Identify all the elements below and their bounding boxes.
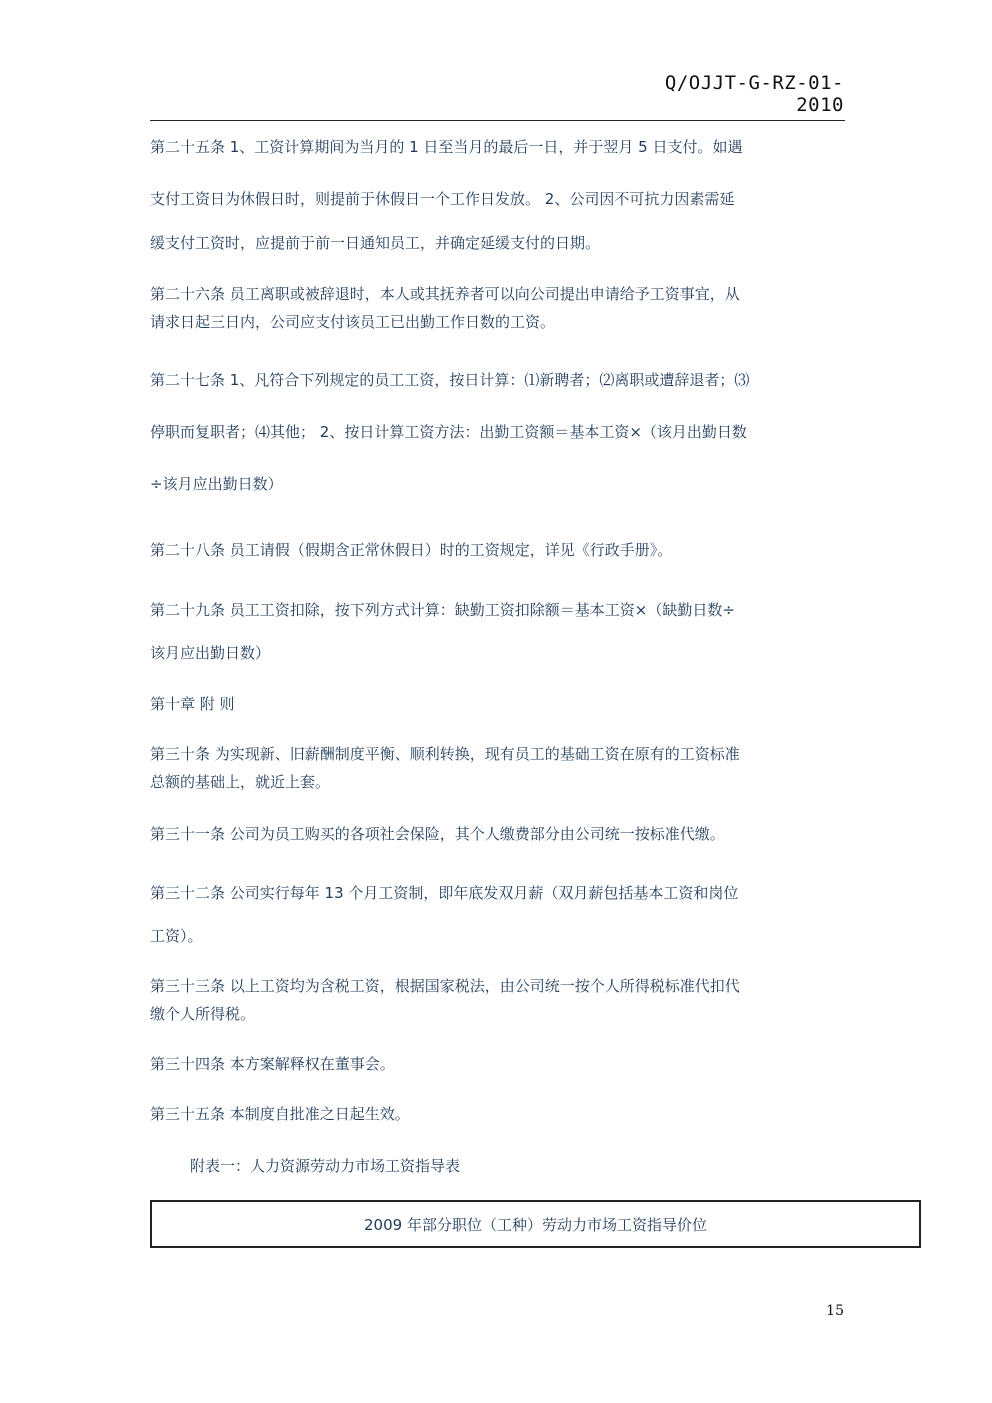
article-30-line-1: 第三十条 为实现新、旧薪酬制度平衡、顺利转换，现有员工的基础工资在原有的工资标准 (150, 745, 740, 763)
article-30-line-2: 总额的基础上，就近上套。 (150, 773, 331, 791)
article-29-line-2: 该月应出勤日数） (150, 644, 271, 662)
article-25-line-3: 缓支付工资时，应提前于前一日通知员工，并确定延缓支付的日期。 (150, 234, 601, 252)
article-33-line-2: 缴个人所得税。 (150, 1005, 256, 1023)
wage-guide-table-title: 2009 年部分职位（工种）劳动力市场工资指导价位 (364, 1215, 707, 1234)
appendix-caption: 附表一：人力资源劳动力市场工资指导表 (190, 1157, 461, 1175)
article-27-line-3: ÷该月应出勤日数） (150, 475, 283, 493)
page-number: 15 (826, 1303, 844, 1319)
article-28: 第二十八条 员工请假（假期含正常休假日）时的工资规定，详见《行政手册》。 (150, 541, 673, 559)
article-25-line-2: 支付工资日为休假日时，则提前于休假日一个工作日发放。 2、公司因不可抗力因素需延 (150, 190, 735, 208)
article-29-line-1: 第二十九条 员工工资扣除，按下列方式计算：缺勤工资扣除额＝基本工资×（缺勤日数÷ (150, 601, 735, 619)
article-34: 第三十四条 本方案解释权在董事会。 (150, 1055, 395, 1073)
article-32-line-2: 工资）。 (150, 927, 203, 945)
article-27-line-1: 第二十七条 1、凡符合下列规定的员工工资，按日计算：⑴新聘者；⑵离职或遭辞退者；⑶ (150, 371, 750, 389)
article-35: 第三十五条 本制度自批准之日起生效。 (150, 1105, 410, 1123)
article-31: 第三十一条 公司为员工购买的各项社会保险，其个人缴费部分由公司统一按标准代缴。 (150, 825, 725, 843)
article-26-line-2: 请求日起三日内，公司应支付该员工已出勤工作日数的工资。 (150, 313, 556, 331)
chapter-10-heading: 第十章 附 则 (150, 695, 235, 713)
wage-guide-table (150, 1200, 921, 1248)
article-32-line-1: 第三十二条 公司实行每年 13 个月工资制，即年底发双月薪（双月薪包括基本工资和岗位 (150, 884, 739, 902)
article-26-line-1: 第二十六条 员工离职或被辞退时，本人或其抚养者可以向公司提出申请给予工资事宜，从 (150, 285, 740, 303)
article-27-line-2: 停职而复职者；⑷其他； 2、按日计算工资方法：出勤工资额＝基本工资×（该月出勤日数 (150, 423, 747, 441)
article-25-line-1: 第二十五条 1、工资计算期间为当月的 1 日至当月的最后一日，并于翌月 5 日支付。如遇 (150, 138, 743, 156)
article-33-line-1: 第三十三条 以上工资均为含税工资，根据国家税法，由公司统一按个人所得税标准代扣代 (150, 977, 740, 995)
document-code: Q/OJJT-G-RZ-01-2010 (664, 72, 844, 116)
header-divider (150, 120, 845, 121)
